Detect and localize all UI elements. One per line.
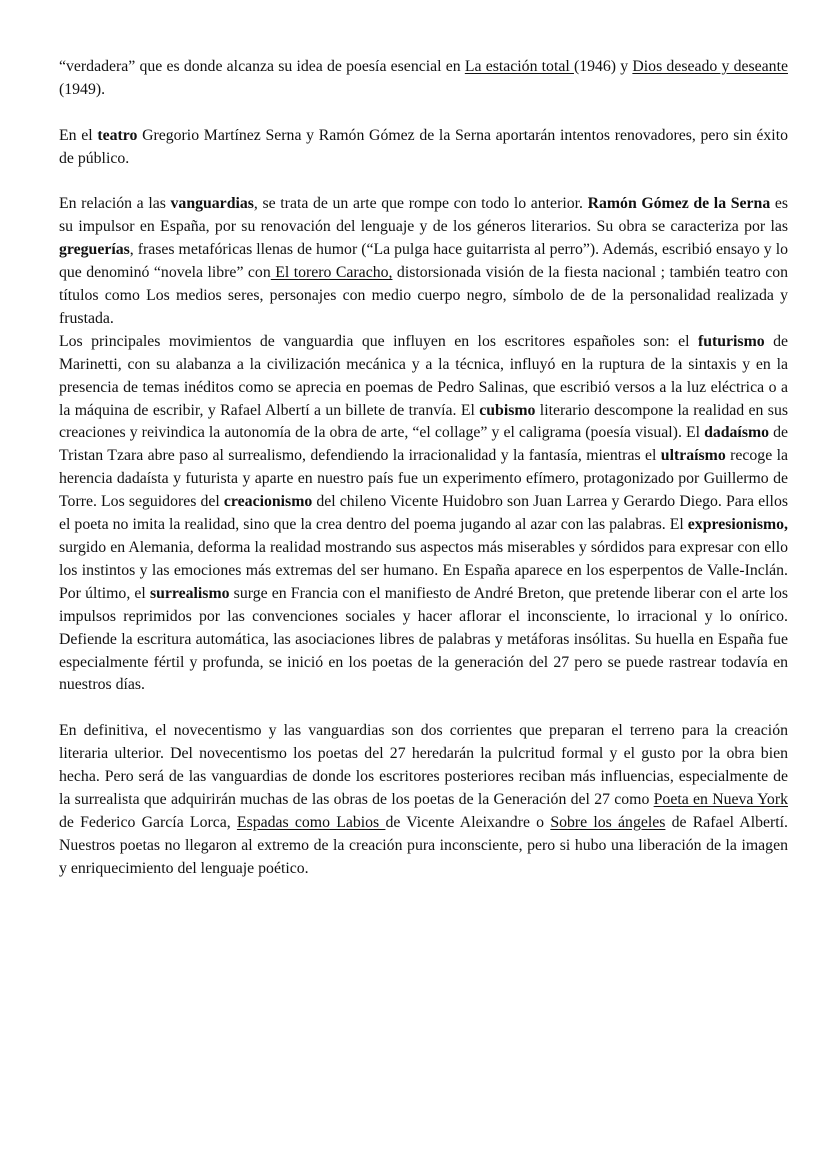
term-dadaismo: dadaísmo [704,424,770,442]
term-teatro: teatro [97,126,138,144]
paragraph-gap [59,697,788,720]
title-el-torero-caracho: El torero Caracho, [270,264,393,282]
title-espadas-como-labios: Espadas como Labios [236,813,386,831]
title-la-estacion-total: La estación total [464,58,574,75]
paragraph-conclusion: En definitiva, el novecentismo y las vanguardias son dos corrientes que preparan el terreno para la creación literaria ulterior. Del novecentismo los poetas del 27 heredarán la pulcritud formal y el gusto por la obra bien hecha. Pero será de las vanguardias de donde los escritores posteriores reciban más influencias, especialmente de la surrealista que adquirirán muchas de las obras de los poetas de la Generación del 27 como Poeta en Nueva York de Federico García Lorca, Espadas como Labios de Vicente Aleixandre o Sobre los ángeles de Rafael Albertí. Nuestros poetas no llegaron al extremo de la creación pura inconsciente, pero si hubo una liberación de la imagen y enriquecimiento del lenguaje poético. [59,722,789,877]
paragraph-movimientos: Los principales movimientos de vanguardia que influyen en los escritores españoles son: el futurismo de Marinetti, con su alabanza a la civilización mecánica y a la técnica, influyó en la ruptura de la sintaxis y en la presencia de temas inéditos como se aprecia en poemas de Pedro Salinas, que escribió versos a la luz eléctrica o a la máquina de escribir, y Rafael Albertí a un billete de tranvía. El cubismo literario descompone la realidad en sus creaciones y reivindica la autonomía de la obra de arte, “el collage” y el caligrama (poesía visual). El dadaísmo de Tristan Tzara abre paso al surrealismo, defendiendo la irracionalidad y la fantasía, mientras el ultraísmo recoge la herencia dadaísta y futurista y aparte en nuestro país fue un experimento efímero, protagonizado por Guillermo de Torre. Los seguidores del creacionismo del chileno Vicente Huidobro son Juan Larrea y Gerardo Diego. Para ellos el poeta no imita la realidad, sino que la crea dentro del poema jugando al azar con las palabras. El expresionismo, surgido en Alemania, deforma la realidad mostrando sus aspectos más miserables y sórdidos para expresar con ello los instintos y las emociones más extremas del ser humano. En España aparece en los esperpentos de Valle-Inclán. Por último, el surrealismo surge en Francia con el manifiesto de André Breton, que pretende liberar con el arte los impulsos reprimidos por las convenciones sociales y hacer aflorar el inconsciente, lo irracional y lo onírico. Defiende la escritura automática, las asociaciones libres de palabras y metáforas insólitas. Su huella en España fue especialmente fértil y profunda, se inició en los poetas de la generación del 27 pero se puede rastrear todavía en nuestros días. [59,332,789,694]
term-greguerias: greguerías [59,241,130,259]
paragraph-poesia-esencial: “verdadera” que es donde alcanza su idea de poesía esencial en La estación total (1946) y Dios deseado y deseante (1949). [59,58,788,98]
paragraph-teatro: En el teatro Gregorio Martínez Serna y Ramón Gómez de la Serna aportarán intentos renovadores, pero sin éxito de público. [59,126,788,167]
title-sobre-los-angeles: Sobre los ángeles [550,813,666,831]
term-ramon-gomez: Ramón Gómez de la Serna [587,195,771,213]
term-ultraismo: ultraísmo [660,447,726,465]
title-poeta-en-nueva-york: Poeta en Nueva York [653,790,788,808]
term-cubismo: cubismo [479,401,536,419]
paragraph-gap [59,102,788,125]
paragraph-gap [59,171,788,194]
term-surrealismo: surrealismo [149,584,230,602]
term-futurismo: futurismo [697,332,765,350]
document-page [59,56,788,881]
paragraph-vanguardias: En relación a las vanguardias, se trata de un arte que rompe con todo lo anterior. Ramón Gómez de la Serna es su impulsor en España, por su renovación del lenguaje y de los géneros literarios. Su obra se caracteriza por las greguerías, frases metafóricas llenas de humor (“La pulga hace guitarrista al perro”). Además, escribió ensayo y lo que denominó “novela libre” con El torero Caracho, distorsionada visión de la fiesta nacional ; también teatro con títulos como Los medios seres, personajes con medio cuerpo negro, símbolo de de la personalidad realizada y frustada. [59,195,789,327]
title-dios-deseado: Dios deseado y deseante [632,58,788,75]
term-vanguardias: vanguardias [170,195,254,213]
term-creacionismo: creacionismo [223,493,313,511]
term-expresionismo: expresionismo, [687,516,788,534]
